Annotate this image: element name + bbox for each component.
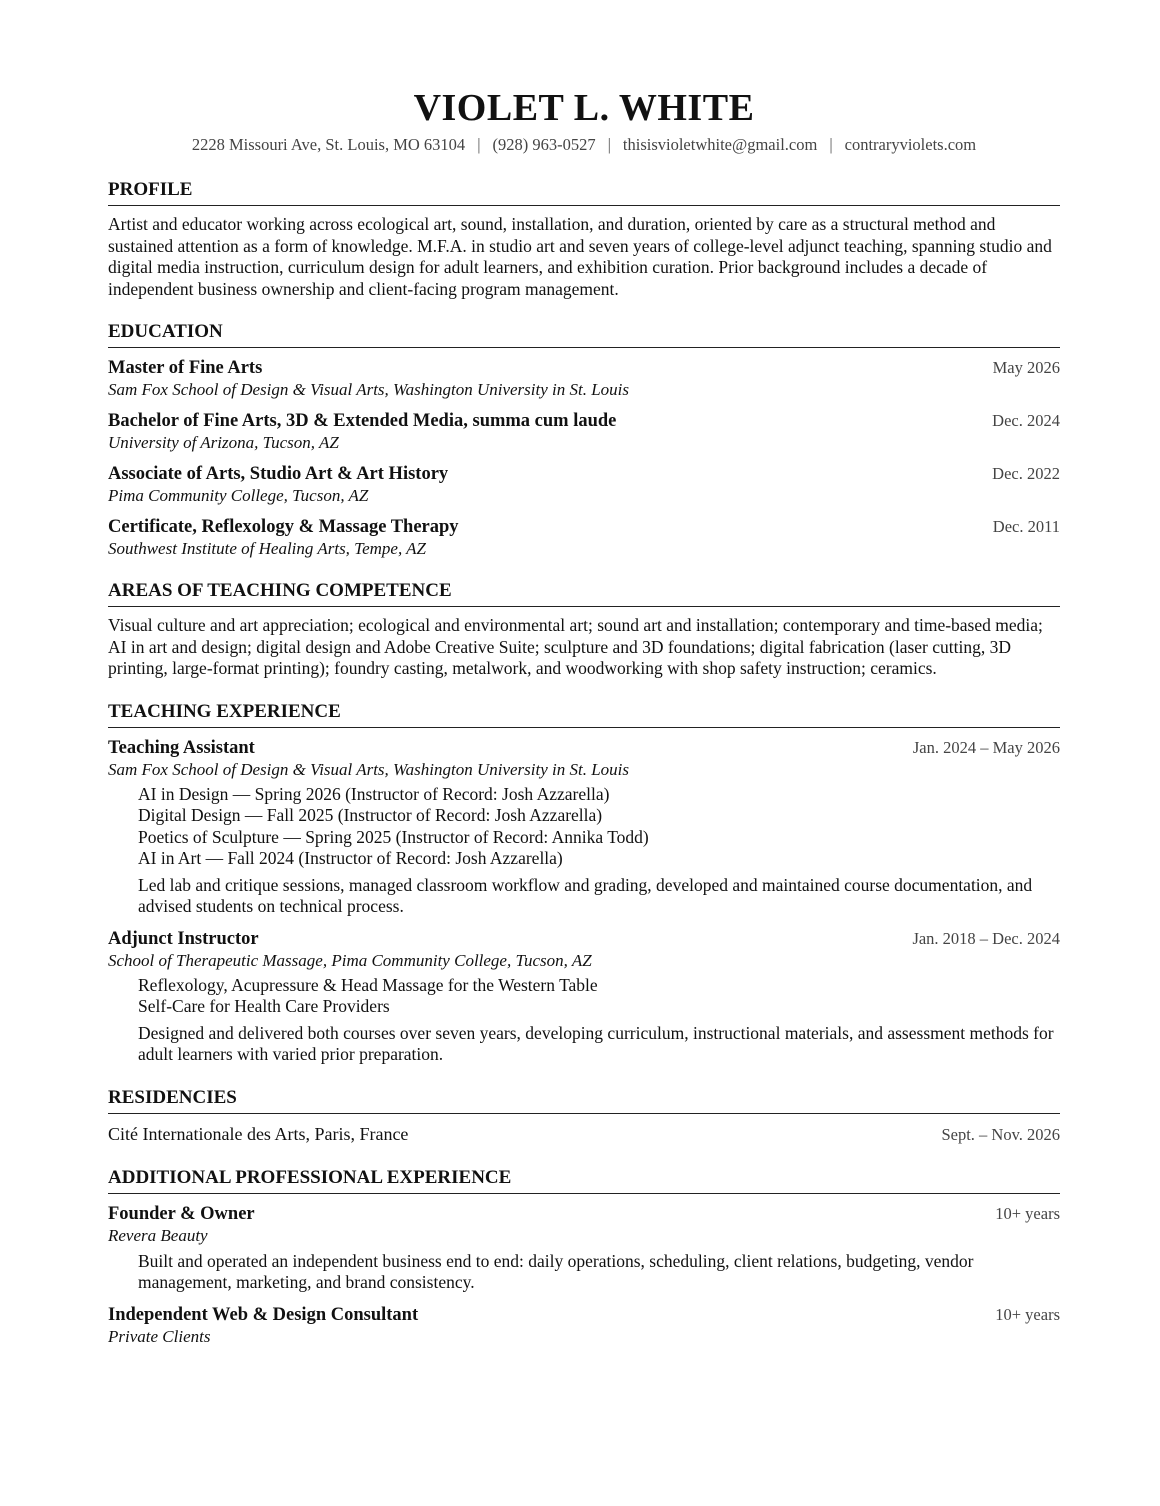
education-entry	[108, 357, 1060, 400]
competence-section	[108, 579, 1060, 680]
residency-name: Cité Internationale des Arts, Paris, France	[108, 1123, 409, 1144]
job-date: Jan. 2018 – Dec. 2024	[912, 928, 1060, 948]
role-date: 10+ years	[995, 1304, 1060, 1324]
school-name: Pima Community College, Tucson, AZ	[108, 486, 369, 505]
additional-entry	[108, 1203, 1060, 1294]
role-date: 10+ years	[995, 1203, 1060, 1223]
degree-title: Bachelor of Fine Arts, 3D & Extended Media, summa cum laude	[108, 411, 617, 431]
teaching-heading: TEACHING EXPERIENCE	[108, 700, 1060, 728]
degree-title: Certificate, Reflexology & Massage Therapy	[108, 517, 459, 537]
competence-text: Visual culture and art appreciation; ecological and environmental art; sound art and installation; contemporary and time-based media; AI in art and design; digital design and Adobe Creative Suite; sculpture and 3D foundations; digital fabrication (laser cutting, 3D printing, large-format printing); foundry casting, metalwork, and woodworking with shop safety instruction; ceramics.	[108, 615, 1043, 678]
contact-separator: |	[477, 135, 481, 154]
course-item: Self-Care for Health Care Providers	[138, 996, 390, 1016]
organization-name: Private Clients	[108, 1326, 211, 1346]
contact-separator: |	[829, 135, 833, 154]
school-name: Sam Fox School of Design & Visual Arts, Washington University in St. Louis	[108, 380, 630, 399]
candidate-name: VIOLET L. WHITE	[413, 87, 755, 129]
institution-name: Sam Fox School of Design & Visual Arts, Washington University in St. Louis	[108, 759, 630, 779]
contact-email[interactable]: thisisvioletwhite@gmail.com	[622, 135, 818, 154]
course-item: Digital Design — Fall 2025 (Instructor of Record: Josh Azzarella)	[138, 805, 603, 825]
teaching-entry	[108, 737, 1060, 918]
education-heading: EDUCATION	[108, 320, 1060, 348]
course-list	[108, 975, 1060, 1018]
education-entry	[108, 516, 1060, 559]
residencies-section	[108, 1086, 1060, 1146]
degree-date: Dec. 2011	[992, 517, 1060, 536]
school-name: University of Arizona, Tucson, AZ	[108, 433, 339, 452]
degree-date: May 2026	[992, 358, 1060, 377]
profile-section	[108, 178, 1060, 300]
residency-date: Sept. – Nov. 2026	[941, 1124, 1060, 1144]
school-name: Southwest Institute of Healing Arts, Tempe, AZ	[108, 539, 426, 558]
contact-website[interactable]: contraryviolets.com	[844, 135, 977, 154]
role-description: Built and operated an independent business end to end: daily operations, scheduling, client relations, budgeting, vendor management, marketing, and brand consistency.	[138, 1250, 974, 1292]
job-title: Adjunct Instructor	[108, 928, 259, 949]
contact-address: 2228 Missouri Ave, St. Louis, MO 63104	[191, 135, 466, 154]
additional-section	[108, 1166, 1060, 1347]
institution-name: School of Therapeutic Massage, Pima Community College, Tucson, AZ	[108, 950, 592, 970]
education-section	[108, 320, 1060, 559]
degree-date: Dec. 2024	[992, 411, 1060, 430]
degree-title: Associate of Arts, Studio Art & Art History	[108, 464, 449, 484]
residencies-heading: RESIDENCIES	[108, 1086, 1060, 1114]
role-title: Independent Web & Design Consultant	[108, 1304, 419, 1325]
education-entry	[108, 410, 1060, 453]
degree-title: Master of Fine Arts	[108, 358, 263, 378]
job-description: Designed and delivered both courses over seven years, developing curriculum, instructional materials, and assessment methods for adult learners with varied prior preparation.	[138, 1022, 1054, 1064]
additional-heading: ADDITIONAL PROFESSIONAL EXPERIENCE	[108, 1166, 1060, 1194]
contact-separator: |	[607, 135, 611, 154]
organization-name: Revera Beauty	[108, 1225, 208, 1245]
competence-heading: AREAS OF TEACHING COMPETENCE	[108, 579, 1060, 607]
contact-phone: (928) 963-0527	[492, 135, 596, 154]
resume-page	[108, 86, 1060, 1347]
course-item: AI in Design — Spring 2026 (Instructor of Record: Josh Azzarella)	[138, 783, 610, 804]
additional-entry	[108, 1304, 1060, 1347]
teaching-section	[108, 700, 1060, 1066]
course-list	[108, 784, 1060, 870]
job-title: Teaching Assistant	[108, 737, 255, 758]
education-entry	[108, 463, 1060, 506]
course-item: Poetics of Sculpture — Spring 2025 (Instructor of Record: Annika Todd)	[138, 826, 649, 847]
residency-entry	[108, 1123, 1060, 1146]
contact-line	[108, 134, 1060, 156]
role-title: Founder & Owner	[108, 1203, 255, 1224]
profile-text: Artist and educator working across ecological art, sound, installation, and duration, oriented by care as a structural method and sustained attention as a form of knowledge. M.F.A. in studio art and seven years of college-level adjunct teaching, spanning studio and digital media instruction, curriculum design for adult learners, and exhibition curation. Prior background includes a decade of independent business ownership and client-facing program management.	[108, 214, 1052, 299]
degree-date: Dec. 2022	[992, 464, 1060, 483]
course-item: AI in Art — Fall 2024 (Instructor of Record: Josh Azzarella)	[138, 848, 563, 868]
job-date: Jan. 2024 – May 2026	[912, 737, 1060, 757]
job-description: Led lab and critique sessions, managed classroom workflow and grading, developed and maintained course documentation, and advised students on technical process.	[138, 874, 1033, 916]
course-item: Reflexology, Acupressure & Head Massage for the Western Table	[138, 974, 598, 995]
teaching-entry	[108, 928, 1060, 1066]
profile-heading: PROFILE	[108, 178, 1060, 206]
